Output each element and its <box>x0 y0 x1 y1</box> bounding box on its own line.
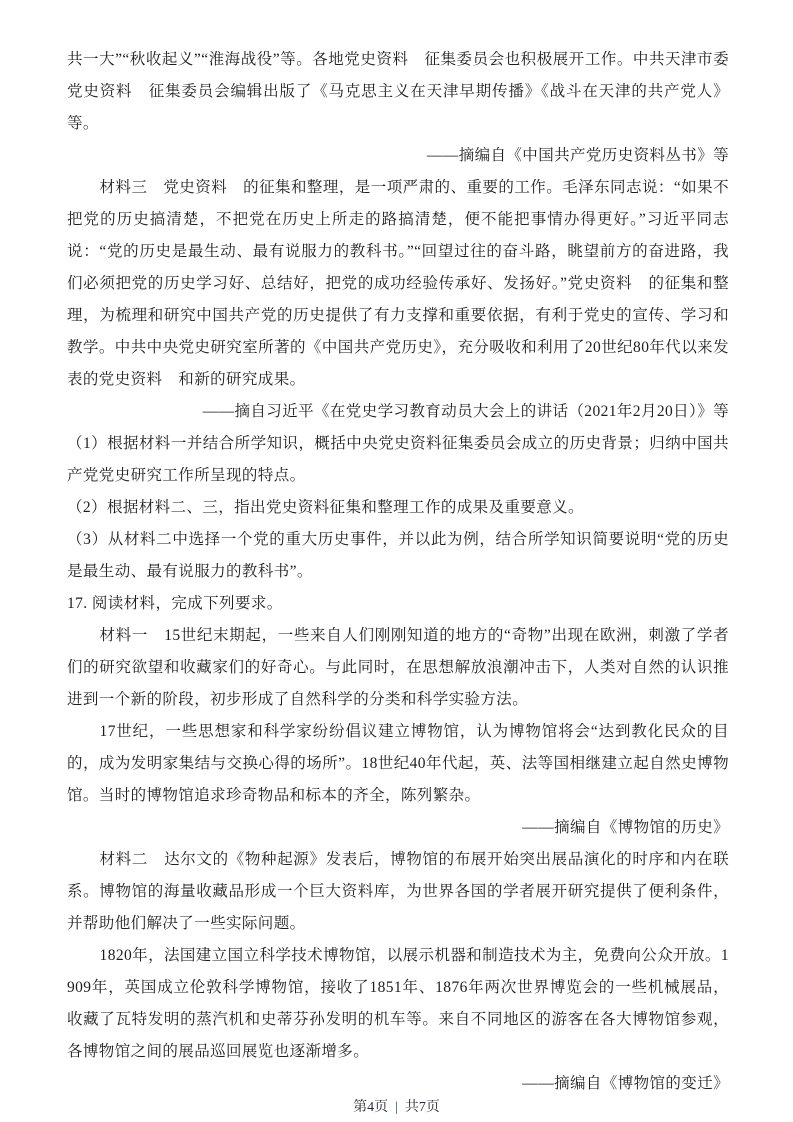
page-number-separator: | <box>395 1100 398 1115</box>
source-attribution-museum-history: ——摘编自《博物馆的历史》 <box>522 819 729 836</box>
question-17-header: 17. 阅读材料，完成下列要求。 <box>67 595 283 612</box>
question-2: （2）根据材料二、三，指出党史资料征集和整理工作的成果及重要意义。 <box>67 499 584 516</box>
source-attribution-party-history-series: ——摘编自《中国共产党历史资料丛书》等 <box>426 147 729 164</box>
page-number-total: 共7页 <box>404 1100 440 1115</box>
question-1: （1）根据材料一并结合所学知识，概括中央党史资料征集委员会成立的历史背景；归纳中国共产党党史研究工作所呈现的特点。 <box>67 435 729 484</box>
source-attribution-museum-change: ——摘编自《博物馆的变迁》 <box>522 1075 729 1092</box>
paragraph-continuation: 共一大”“秋收起义”“淮海战役”等。各地党史资料 征集委员会也积极展开工作。中共天津市委党史资料 征集委员会编辑出版了《马克思主义在天津早期传播》《战斗在天津的共产党人》等。 <box>67 51 729 132</box>
museum-1820-paragraph: 1820年，法国建立国立科学技术博物馆，以展示机器和制造技术为主，免费向公众开放。1909年，英国成立伦敦科学博物馆，接收了1851年、1876年两次世界博览会的一些机械展品，收藏了瓦特发明的蒸汽机和史蒂芬孙发明的机车等。来自不同地区的游客在各大博物馆参观，各博物馆之间的展品巡回展览也逐渐增多。 <box>67 947 729 1060</box>
page-number-current: 第4页 <box>353 1100 389 1115</box>
museum-17th-century-paragraph: 17世纪，一些思想家和科学家纷纷倡议建立博物馆，认为博物馆将会“达到教化民众的目的，成为发明家集结与交换心得的场所”。18世纪40年代起，英、法等国相继建立起自然史博物馆。当时的博物馆追求珍奇物品和标本的齐全，陈列繁杂。 <box>67 723 729 804</box>
document-content <box>67 44 729 1100</box>
material-three-paragraph: 材料三 党史资料 的征集和整理，是一项严肃的、重要的工作。毛泽东同志说：“如果不把党的历史搞清楚，不把党在历史上所走的路搞清楚，便不能把事情办得更好。”习近平同志说：“党的历史是最生动、最有说服力的教科书。”“回望过往的奋斗路，眺望前方的奋进路，我们必须把党的历史学习好、总结好，把党的成功经验传承好、发扬好。”党史资料 的征集和整理，为梳理和研究中国共产党的历史提供了有力支撑和重要依据，有利于党史的宣传、学习和教学。中共中央党史研究室所著的《中国共产党历史》，充分吸收和利用了20世纪80年代以来发表的党史资料 和新的研究成果。 <box>67 179 729 388</box>
source-attribution-xi-speech: ——摘自习近平《在党史学习教育动员大会上的讲话（2021年2月20日）》等 <box>202 403 729 420</box>
question-3: （3）从材料二中选择一个党的重大历史事件，并以此为例，结合所学知识简要说明“党的历史是最生动、最有说服力的教科书”。 <box>67 531 729 580</box>
page-footer <box>0 1096 793 1116</box>
material-two-paragraph: 材料二 达尔文的《物种起源》发表后，博物馆的布展开始突出展品演化的时序和内在联系。博物馆的海量收藏品形成一个巨大资料库，为世界各国的学者展开研究提供了便利条件，并帮助他们解决了一些实际问题。 <box>67 851 729 932</box>
material-one-paragraph: 材料一 15世纪末期起，一些来自人们刚刚知道的地方的“奇物”出现在欧洲，刺激了学者们的研究欲望和收藏家们的好奇心。与此同时，在思想解放浪潮冲击下，人类对自然的认识推进到一个新的阶段，初步形成了自然科学的分类和科学实验方法。 <box>67 627 729 708</box>
